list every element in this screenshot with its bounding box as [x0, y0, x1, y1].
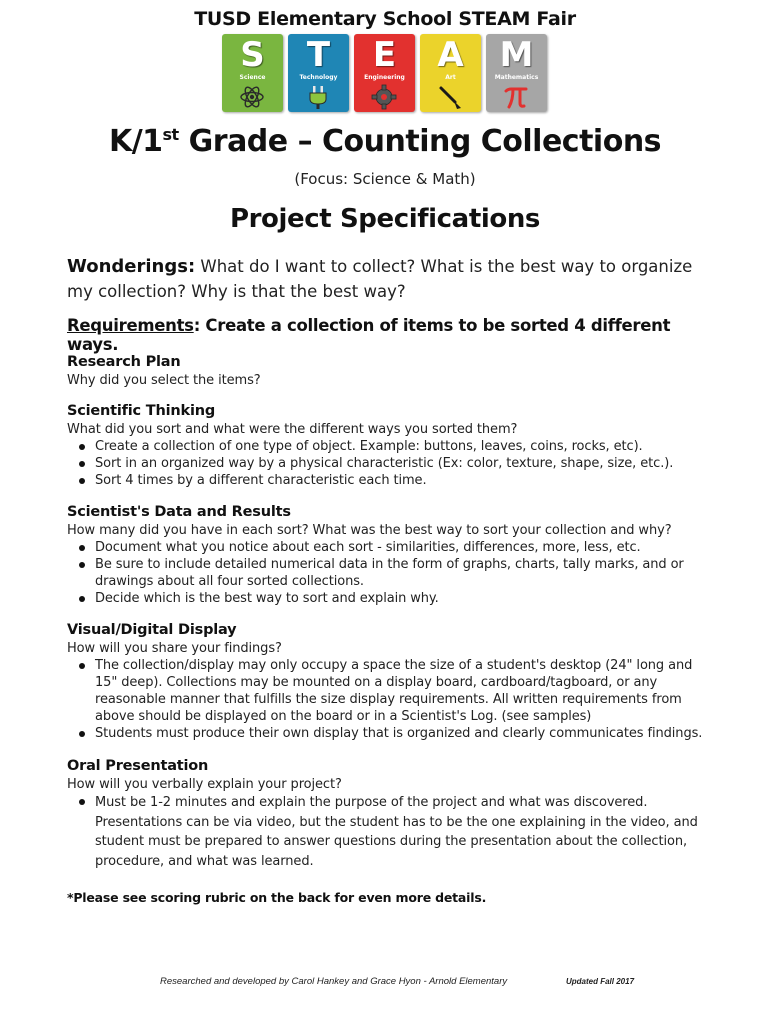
atom-icon: [239, 84, 265, 110]
list-item: Must be 1-2 minutes and explain the purpose of the project and what was discovered. Presentations can be via video, but the student has to be the one explaining in the video, and student must be prepared to answer questions during the presentation about the collection, procedure, and what was learned.: [95, 793, 717, 871]
grade-prefix: K/1: [108, 124, 163, 159]
tile-letter: E: [372, 35, 397, 75]
footer-updated: Updated Fall 2017: [566, 977, 635, 986]
tile-engineering: [354, 34, 415, 112]
tile-art: [420, 34, 481, 112]
tile-word: Technology: [299, 74, 338, 81]
section-heading: Research Plan: [67, 354, 181, 370]
tile-word: Mathematics: [494, 74, 539, 81]
requirements-label: Requirements: [67, 316, 194, 335]
spec-title: Project Specifications: [229, 204, 541, 234]
wonderings-label: Wonderings:: [67, 256, 196, 277]
bullet-list: [67, 657, 717, 742]
section-heading: Visual/Digital Display: [67, 622, 237, 638]
paintbrush-icon: [437, 84, 463, 110]
section-question: Why did you select the items?: [67, 373, 261, 388]
requirements-text: : Create a collection of items to be sorted 4 different ways.: [67, 316, 671, 354]
bullet-list: [67, 438, 717, 489]
list-item: Document what you notice about each sort - similarities, differences, more, less, etc.: [95, 539, 717, 556]
list-item: Students must produce their own display that is organized and clearly communicates findings.: [95, 725, 717, 742]
bullet-list: [67, 539, 717, 607]
tile-letter: M: [499, 35, 534, 75]
section-heading: Scientist's Data and Results: [67, 504, 291, 520]
list-item: Be sure to include detailed numerical data in the form of graphs, charts, tally marks, and or drawings about all four sorted collections.: [95, 556, 717, 590]
gear-icon: [371, 84, 397, 110]
tile-word: Engineering: [364, 74, 405, 81]
fair-title: TUSD Elementary School STEAM Fair: [194, 8, 576, 30]
requirements: [67, 316, 707, 354]
wonderings-text: What do I want to collect? What is the best way to organize my collection? Why is that the best way?: [67, 257, 693, 301]
tile-letter: A: [437, 35, 464, 75]
section-oral-presentation: [67, 757, 717, 871]
pi-icon: [503, 84, 529, 110]
section-heading: Scientific Thinking: [67, 403, 216, 419]
rubric-note: *Please see scoring rubric on the back for even more details.: [67, 890, 487, 905]
section-question: How will you verbally explain your project?: [67, 777, 342, 792]
section-heading: Oral Presentation: [67, 758, 209, 774]
list-item: The collection/display may only occupy a space the size of a student's desktop (24" long and 15" deep). Collections may be mounted on a display board, cardboard/tagboard, or any reasonable manner that fulfills the size display requirements. All written requirements from above should be displayed on the board or in a Scientist's Log. (see samples): [95, 657, 717, 725]
grade-rest: Grade – Counting Collections: [178, 124, 662, 159]
section-visual-display: [67, 621, 717, 742]
list-item: Create a collection of one type of object. Example: buttons, leaves, coins, rocks, etc).: [95, 438, 717, 455]
grade-title: [0, 124, 770, 159]
focus-subtitle: (Focus: Science & Math): [294, 170, 476, 188]
plug-icon: [305, 84, 331, 110]
tile-word: Art: [445, 74, 456, 81]
tile-technology: [288, 34, 349, 112]
section-scientific-thinking: [67, 402, 717, 489]
section-question: How will you share your findings?: [67, 641, 282, 656]
list-item: Sort in an organized way by a physical characteristic (Ex: color, texture, shape, size, etc.).: [95, 455, 717, 472]
section-data-results: [67, 503, 717, 607]
list-item: Decide which is the best way to sort and explain why.: [95, 590, 717, 607]
section-question: How many did you have in each sort? What was the best way to sort your collection and why?: [67, 523, 672, 538]
wonderings: [67, 254, 697, 304]
tile-letter: S: [240, 35, 265, 75]
steam-logo: [222, 34, 548, 112]
list-item: Sort 4 times by a different characteristic each time.: [95, 472, 717, 489]
grade-superscript: st: [162, 125, 179, 144]
tile-mathematics: [486, 34, 547, 112]
tile-letter: T: [306, 35, 331, 75]
footer-credit: Researched and developed by Carol Hankey and Grace Hyon - Arnold Elementary: [160, 976, 508, 987]
tile-science: [222, 34, 283, 112]
tile-word: Science: [239, 74, 266, 81]
section-research-plan: [67, 353, 717, 389]
section-question: What did you sort and what were the different ways you sorted them?: [67, 422, 518, 437]
bullet-list: [67, 793, 717, 871]
